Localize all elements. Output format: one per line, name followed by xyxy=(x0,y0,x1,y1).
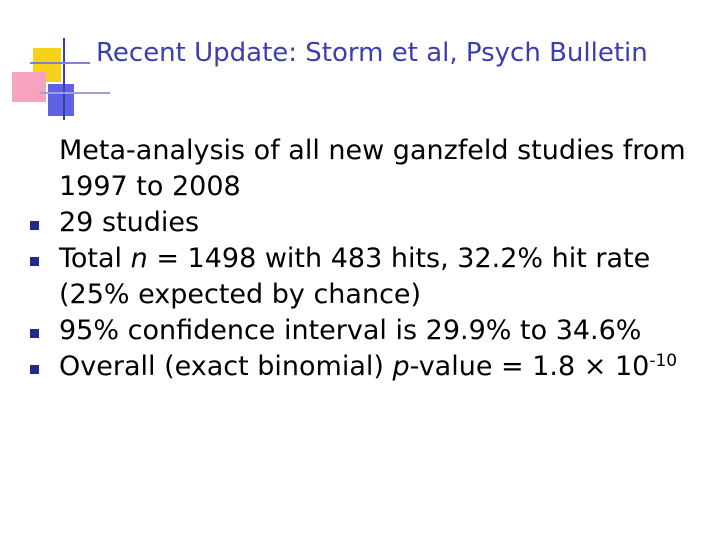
item-text-post: -value = 1.8 × 10 xyxy=(409,351,650,382)
logo-vertical-line xyxy=(63,38,65,120)
exponent: -10 xyxy=(649,351,678,371)
logo-pink-square xyxy=(12,72,46,102)
item-text: 95% confidence interval is 29.9% to 34.6% xyxy=(59,315,642,346)
item-text: Meta-analysis of all new ganzfeld studies from 1997 to 2008 xyxy=(59,135,686,202)
bullet-icon xyxy=(30,329,39,338)
item-text: 29 studies xyxy=(59,207,200,238)
logo-blue-square xyxy=(48,84,74,116)
logo-horizontal-line xyxy=(40,92,110,94)
item-text-italic: n xyxy=(130,243,148,274)
logo-horizontal-line xyxy=(30,62,90,64)
list-item xyxy=(26,205,716,241)
list-item xyxy=(26,313,716,349)
decorative-logo xyxy=(0,0,110,125)
item-text-pre: Total xyxy=(59,243,131,274)
list-item xyxy=(26,349,716,385)
bullet-icon xyxy=(30,221,39,230)
item-text-post: = 1498 with 483 hits, 32.2% hit rate (25% expected by chance) xyxy=(59,243,651,310)
bullet-icon xyxy=(30,365,39,374)
list-item xyxy=(26,241,716,313)
item-text-pre: Overall (exact binomial) xyxy=(59,351,393,382)
bullet-icon xyxy=(30,257,39,266)
item-text-italic: p xyxy=(392,351,410,382)
slide-title: Recent Update: Storm et al, Psych Bulletin xyxy=(96,38,648,68)
list-item xyxy=(26,133,716,205)
bullet-list xyxy=(26,133,716,385)
